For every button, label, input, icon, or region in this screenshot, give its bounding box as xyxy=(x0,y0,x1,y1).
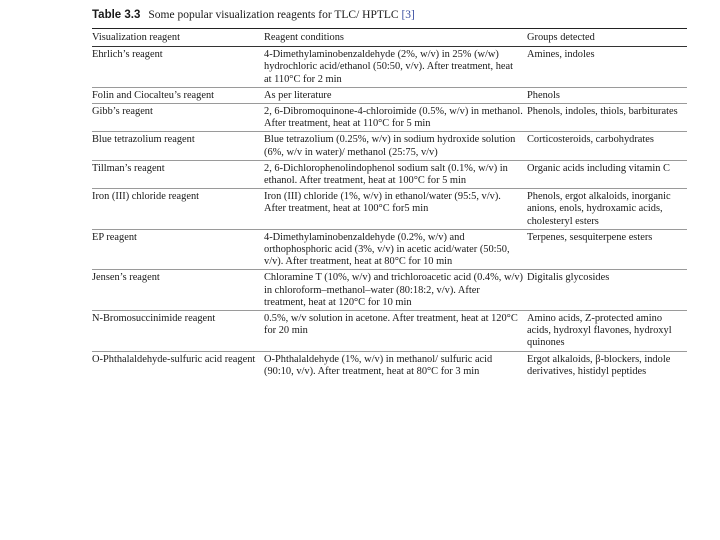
reagent-cell: Tillman’s reagent xyxy=(92,160,264,188)
reagents-table xyxy=(92,29,687,379)
column-header-reagent: Visualization reagent xyxy=(92,29,264,47)
groups-cell: Digitalis glycosides xyxy=(527,270,687,311)
reagent-cell: O-Phthalaldehyde-sulfuric acid reagent xyxy=(92,353,256,365)
groups-cell: Amino acids, Z-protected amino acids, hydroxyl flavones, hydroxyl quinones xyxy=(527,311,687,352)
conditions-cell: 2, 6-Dibromoquinone-4-chloroimide (0.5%, w/v) in methanol. After treatment, heat at 110°C for 5 min xyxy=(264,104,527,132)
table-row xyxy=(92,229,687,270)
table-row xyxy=(92,87,687,103)
reagent-cell: EP reagent xyxy=(92,229,264,270)
column-header-conditions: Reagent conditions xyxy=(264,29,527,47)
conditions-cell: 4-Dimethylaminobenzaldehyde (0.2%, w/v) and orthophosphoric acid (3%, v/v) in acetic acid/water (50:50, v/v). After treatment, heat at 80°C for 10 min xyxy=(264,229,527,270)
table-caption-text: Some popular visualization reagents for TLC/ HPTLC xyxy=(148,9,399,21)
groups-cell: Phenols, indoles, thiols, barbiturates xyxy=(527,104,687,132)
groups-cell: Organic acids including vitamin C xyxy=(527,160,687,188)
reagent-cell: Ehrlich’s reagent xyxy=(92,47,264,88)
table-row xyxy=(92,351,687,379)
groups-cell: Amines, indoles xyxy=(527,47,687,88)
reagent-cell: Jensen’s reagent xyxy=(92,270,264,311)
reagent-cell: Gibb’s reagent xyxy=(92,104,264,132)
groups-cell: Ergot alkaloids, β-blockers, indole derivatives, histidyl peptides xyxy=(527,353,671,377)
reagent-cell: N-Bromosuccinimide reagent xyxy=(92,311,264,352)
table-row xyxy=(92,189,687,230)
table-row xyxy=(92,311,687,352)
document-page xyxy=(92,8,687,379)
table-row xyxy=(92,104,687,132)
conditions-cell: Iron (III) chloride (1%, w/v) in ethanol/water (95:5, v/v). After treatment, heat at 100°C for5 min xyxy=(264,189,527,230)
conditions-cell: O-Phthalaldehyde (1%, w/v) in methanol/ sulfuric acid (90:10, v/v). After treatment, heat at 80°C for 3 min xyxy=(264,353,493,377)
table-caption-label: Table 3.3 xyxy=(92,9,141,21)
table-header-row xyxy=(92,29,687,47)
conditions-cell: As per literature xyxy=(264,87,527,103)
groups-cell: Phenols, ergot alkaloids, inorganic anions, enols, hydroxamic acids, cholesteryl esters xyxy=(527,189,687,230)
conditions-cell: 4-Dimethylaminobenzaldehyde (2%, w/v) in 25% (w/w) hydrochloric acid/ethanol (50:50, v/v). After treatment, heat at 110°C for 2 min xyxy=(264,47,527,88)
reagent-cell: Iron (III) chloride reagent xyxy=(92,189,264,230)
table-caption xyxy=(92,8,687,26)
table-caption-reference-link[interactable]: [3] xyxy=(401,9,415,21)
groups-cell: Terpenes, sesquiterpene esters xyxy=(527,229,687,270)
conditions-cell: Blue tetrazolium (0.25%, w/v) in sodium hydroxide solution (6%, w/v in water)/ methanol (25:75, v/v) xyxy=(264,132,527,160)
table-row xyxy=(92,270,687,311)
table-row xyxy=(92,132,687,160)
table-row xyxy=(92,160,687,188)
groups-cell: Phenols xyxy=(527,87,687,103)
conditions-cell: Chloramine T (10%, w/v) and trichloroacetic acid (0.4%, w/v) in chloroform–methanol–water (80:18:2, v/v). After treatment, heat at 120°C for 10 min xyxy=(264,270,527,311)
conditions-cell: 0.5%, w/v solution in acetone. After treatment, heat at 120°C for 20 min xyxy=(264,311,527,352)
groups-cell: Corticosteroids, carbohydrates xyxy=(527,132,687,160)
column-header-groups: Groups detected xyxy=(527,29,687,47)
reagent-cell: Folin and Ciocalteu’s reagent xyxy=(92,87,264,103)
table-row xyxy=(92,47,687,88)
conditions-cell: 2, 6-Dichlorophenolindophenol sodium salt (0.1%, w/v) in ethanol. After treatment, heat at 100°C for 5 min xyxy=(264,160,527,188)
reagent-cell: Blue tetrazolium reagent xyxy=(92,132,264,160)
